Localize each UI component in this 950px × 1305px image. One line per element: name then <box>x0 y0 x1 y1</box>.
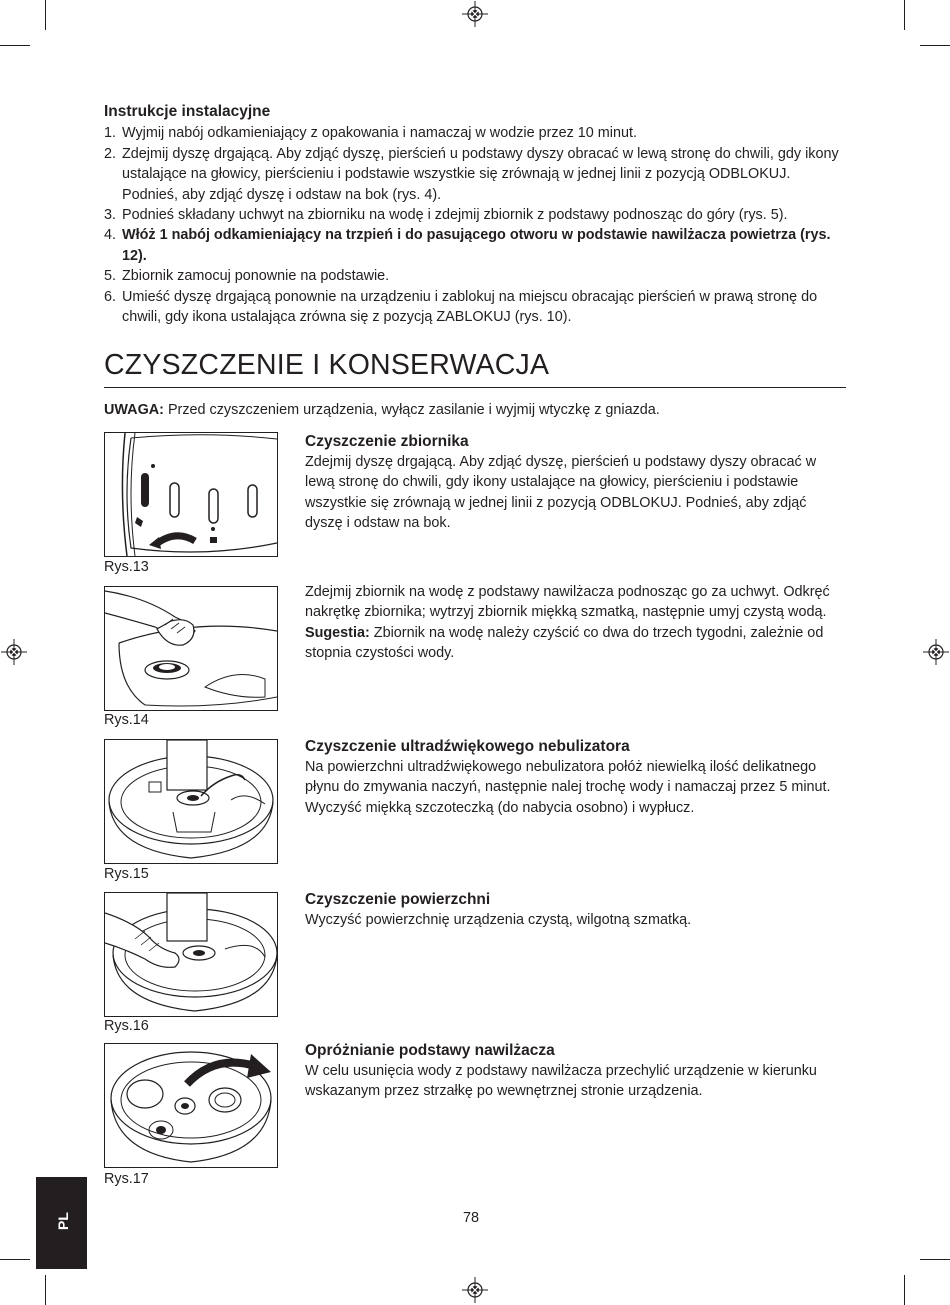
step-text: Wyjmij nabój odkamieniający z opakowania i namaczaj w wodzie przez 10 minut. <box>122 125 637 142</box>
nebulizer-cleaning-heading: Czyszczenie ultradźwiękowego nebulizatora <box>305 738 630 755</box>
step-text: Zbiornik zamocuj ponownie na podstawie. <box>122 268 390 285</box>
surface-cleaning-text: Wyczyść powierzchnię urządzenia czystą, wilgotną szmatką. <box>305 912 692 928</box>
section-divider <box>104 387 846 388</box>
install-heading: Instrukcje instalacyjne <box>104 103 271 120</box>
installation-instructions <box>104 102 849 327</box>
crop-mark <box>45 1275 46 1305</box>
warning-text: Przed czyszczeniem urządzenia, wyłącz zasilanie i wyjmij wtyczkę z gniazda. <box>163 402 660 418</box>
figure-caption: Rys.17 <box>104 1171 149 1187</box>
step-number: 3. <box>104 207 117 224</box>
list-item <box>104 123 849 143</box>
tip-label: Sugestia: <box>305 624 370 641</box>
section-surface-cleaning <box>305 890 845 930</box>
tip-text: Zbiornik na wodę należy czyścić co dwa do trzech tygodni, zależnie od stopnia czystości wody. <box>305 624 824 662</box>
crop-mark <box>0 45 30 46</box>
figure-caption: Rys.15 <box>104 866 149 882</box>
base-emptying-text: W celu usunięcia wody z podstawy nawilżacza przechylić urządzenie w kierunku wskazanym przez strzałkę po wewnętrznej stronie urządzenia. <box>305 1063 817 1100</box>
crop-mark <box>0 1259 30 1260</box>
step-text: Zdejmij dyszę drgającą. Aby zdjąć dyszę, pierścień u podstawy dyszy obracać w lewą stronę do chwili, gdy ikony ustalające na głowicy, pierścieniu i podstawie wszystkie się zrównają w jednej linii z pozycją ODBLOKUJ. Podnieś, aby zdjąć dyszę i odstaw na bok (rys. 4). <box>122 145 839 203</box>
step-number: 5. <box>104 268 117 285</box>
step-number: 2. <box>104 145 117 162</box>
list-item <box>104 144 849 205</box>
registration-mark-icon <box>923 639 949 665</box>
section-tank-cleaning <box>305 432 845 534</box>
page-number: 78 <box>463 1210 480 1226</box>
figure-14-tank-wipe <box>104 586 278 711</box>
section-tank-rinse <box>305 582 845 664</box>
step-text: Włóż 1 nabój odkamieniający na trzpień i do pasującego otworu w podstawie nawilżacza powietrza (rys. 12). <box>122 227 831 264</box>
registration-mark-icon <box>462 1 488 27</box>
tank-rinse-text: Zdejmij zbiornik na wodę z podstawy nawilżacza podnosząc go za uchwyt. Odkręć nakrętkę zbiornika; wytrzyj zbiornik miękką szmatką, następnie umyj czystą wodą. <box>305 584 830 621</box>
step-text: Umieść dyszę drgającą ponownie na urządzeniu i zablokuj na miejscu obracając pierścień w prawą stronę do chwili, gdy ikona ustalająca zrówna się z pozycją ZABLOKUJ (rys. 10). <box>122 288 818 326</box>
crop-mark <box>920 45 950 46</box>
crop-mark <box>45 0 46 30</box>
list-item <box>104 205 849 225</box>
surface-cleaning-heading: Czyszczenie powierzchni <box>305 891 491 908</box>
list-item <box>104 287 849 328</box>
step-number: 6. <box>104 288 117 305</box>
section-nebulizer-cleaning <box>305 737 845 818</box>
step-text: Podnieś składany uchwyt na zbiorniku na wodę i zdejmij zbiornik z podstawy podnosząc do góry (rys. 5). <box>122 207 788 224</box>
warning-note <box>104 400 849 420</box>
language-tab <box>36 1177 87 1269</box>
base-emptying-heading: Opróżnianie podstawy nawilżacza <box>305 1042 555 1059</box>
step-number: 1. <box>104 125 117 142</box>
section-title: CZYSZCZENIE I KONSERWACJA <box>104 349 550 381</box>
figure-caption: Rys.14 <box>104 712 149 728</box>
registration-mark-icon <box>462 1277 488 1303</box>
crop-mark <box>904 0 905 30</box>
crop-mark <box>904 1275 905 1305</box>
figure-caption: Rys.13 <box>104 559 149 575</box>
figure-15-nebulizer <box>104 739 278 864</box>
figure-13-nozzle-ring <box>104 432 278 557</box>
tip-note <box>305 623 845 664</box>
nebulizer-cleaning-text: Na powierzchni ultradźwiękowego nebulizatora połóż niewielką ilość delikatnego płynu do zmywania naczyń, następnie nalej trochę wody i namaczaj przez 5 minut. Wyczyść miękką szczoteczką (do nabycia osobno) i wypłucz. <box>305 759 831 816</box>
figure-17-base-emptying <box>104 1043 278 1168</box>
tank-cleaning-heading: Czyszczenie zbiornika <box>305 433 469 450</box>
section-base-emptying <box>305 1041 845 1102</box>
figure-caption: Rys.16 <box>104 1018 149 1034</box>
list-item <box>104 225 849 266</box>
install-steps-list <box>104 123 849 327</box>
crop-mark <box>920 1259 950 1260</box>
language-label: PL <box>54 1212 71 1230</box>
step-number: 4. <box>104 227 117 244</box>
warning-label: UWAGA: <box>104 402 164 418</box>
figure-16-surface-wipe <box>104 892 278 1017</box>
list-item <box>104 266 849 286</box>
tank-cleaning-text: Zdejmij dyszę drgającą. Aby zdjąć dyszę, pierścień u podstawy dyszy obracać w lewą stronę do chwili, gdy ikony ustalające na głowicy, pierścieniu i podstawie wszystkie się zrównają w jednej linii z pozycją ODBLOKUJ. Podnieś, aby zdjąć dyszę i odstaw na bok. <box>305 454 817 532</box>
registration-mark-icon <box>1 639 27 665</box>
